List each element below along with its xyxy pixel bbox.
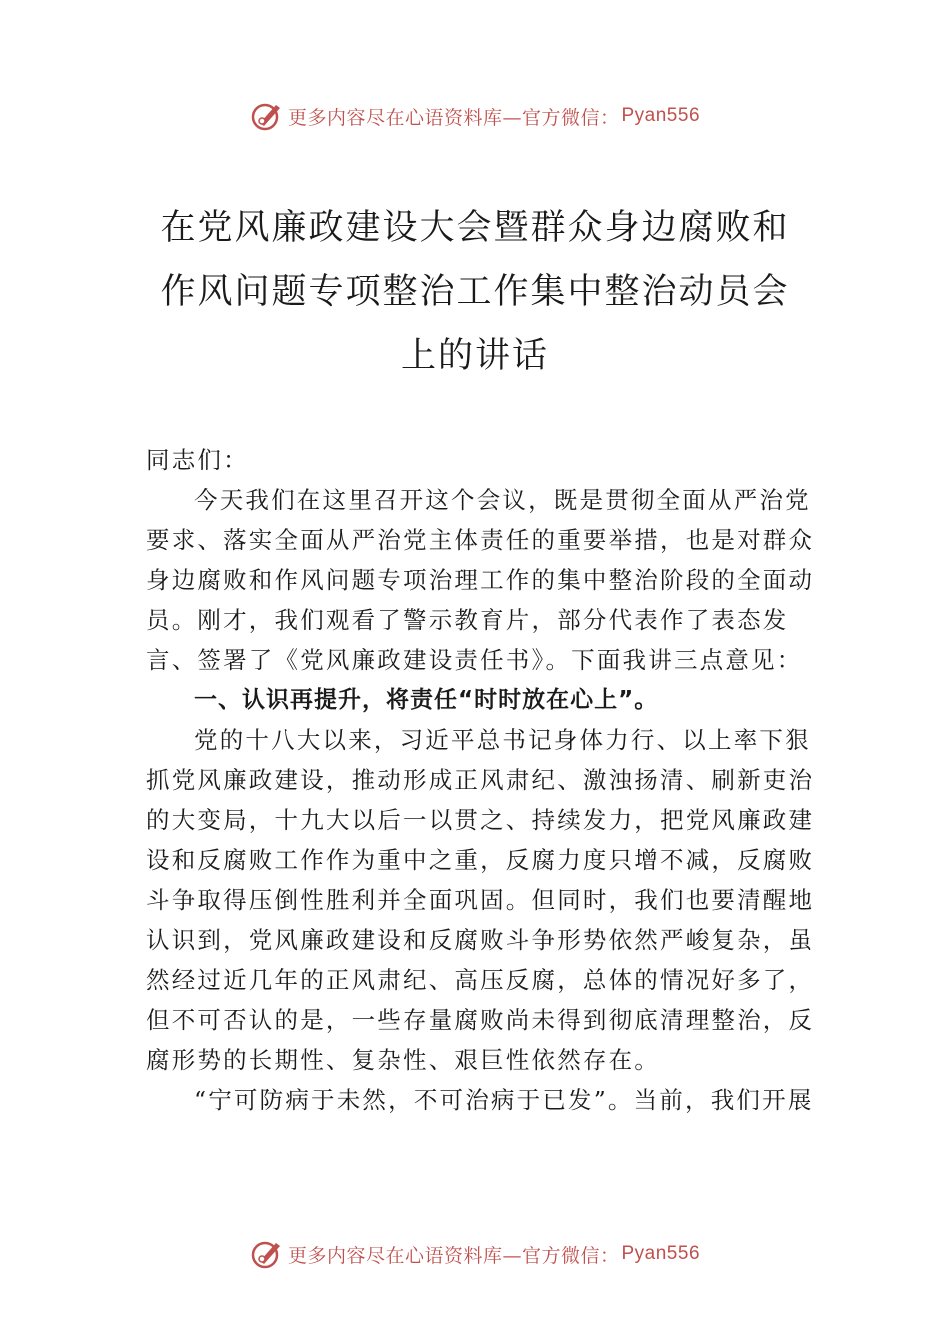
banner-wechat-id: Pyan556 bbox=[621, 1243, 701, 1264]
title-line: 上的讲话 bbox=[400, 336, 549, 376]
salutation: 同志们： bbox=[146, 446, 249, 474]
title-line: 作风问题专项整治工作集中整治动员会 bbox=[160, 272, 790, 312]
body-paragraph: 党的十八大以来，习近平总书记身体力行、以上率下狠抓党风廉政建设，推动形成正风肃纪、激浊扬清、刷新吏治的大变局，十九大以后一以贯之、持续发力，把党风廉政建设和反腐败工作作为重中之重，反腐力度只增不减，反腐败斗争取得压倒性胜利并全面巩固。但同时，我们也要清醒地认识到，党风廉政建设和反腐败斗争形势依然严峻复杂，虽然经过近几年的正风肃纪、高压反腐，总体的情况好多了， 但不可否认的是，一些存量腐败尚未得到彻底清理整治，反腐形势的长期性、复杂性、艰巨性依然存在。 bbox=[146, 726, 815, 1074]
footer-banner bbox=[0, 1234, 950, 1274]
banner-label: 更多内容尽在心语资料库—官方微信： bbox=[287, 1244, 620, 1267]
banner-wechat-id: Pyan556 bbox=[621, 105, 701, 126]
header-banner bbox=[0, 96, 950, 136]
body-paragraph: 今天我们在这里召开这个会议，既是贯彻全面从严治党要求、落实全面从严治党主体责任的重要举措，也是对群众身边腐败和作风问题专项治理工作的集中整治阶段的全面动员。刚才，我们观看了警示教育片，部分代表作了表态发言、签署了《党风廉政建设责任书》。下面我讲三点意见： bbox=[146, 486, 815, 674]
title-line: 在党风廉政建设大会暨群众身边腐败和 bbox=[160, 208, 790, 248]
section-heading: 一、认识再提升，将责任“时时放在心上”。 bbox=[194, 687, 659, 713]
body-paragraph: “宁可防病于未然，不可治病于已发”。当前，我们开展 bbox=[194, 1086, 814, 1114]
pen-circle-icon bbox=[250, 1237, 284, 1271]
pen-circle-icon bbox=[250, 99, 284, 133]
document-title bbox=[120, 196, 830, 388]
document-body bbox=[146, 440, 818, 1120]
banner-label: 更多内容尽在心语资料库—官方微信： bbox=[287, 106, 620, 129]
